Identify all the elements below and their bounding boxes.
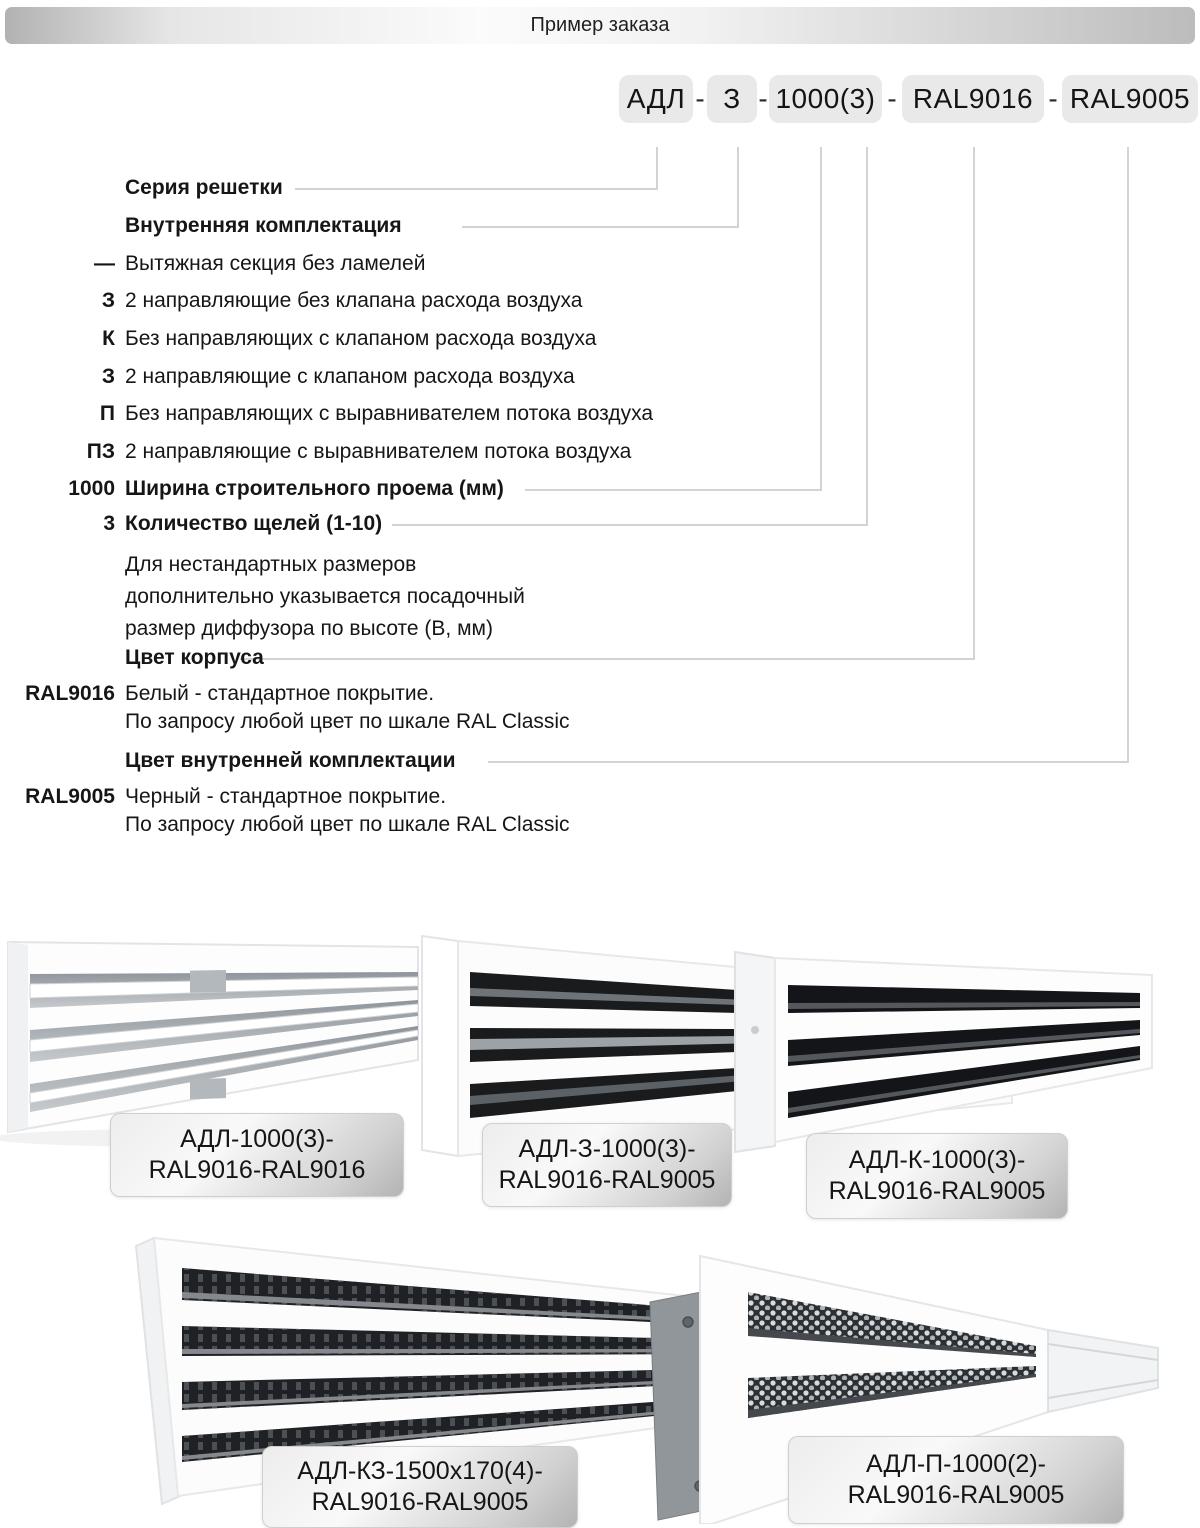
legend-body-color-header: [0, 645, 880, 671]
product-label-line1: АДЛ-КЗ-1500х170(4)-: [297, 1457, 543, 1485]
option-text: 2 направляющие с клапаном расхода воздуха: [125, 365, 575, 388]
internal-color-label: Цвет внутренней комплектации: [125, 749, 456, 772]
option-text: Без направляющих с выравнивателем потока воздуха: [125, 402, 654, 425]
option-code: З: [101, 365, 115, 388]
product-label-line1: АДЛ-1000(3)-: [180, 1125, 334, 1153]
legend-series-label: Серия решетки: [125, 176, 283, 199]
order-code-separator: -: [1048, 83, 1058, 114]
option-code: П: [99, 402, 115, 425]
internal-color-line2: По запросу любой цвет по шкале RAL Classic: [125, 813, 570, 836]
page-title: Пример заказа: [530, 14, 670, 36]
body-color-code: RAL9016: [25, 682, 115, 705]
legend-slots-row: [0, 511, 880, 537]
legend-option-row: [0, 326, 880, 352]
product-label-line1: АДЛ-П-1000(2)-: [866, 1450, 1046, 1478]
product-label-5: [788, 1436, 1124, 1524]
product-label-3: [806, 1133, 1068, 1219]
product-label-line1: АДЛ-З-1000(3)-: [518, 1135, 696, 1163]
product-photo-3: [735, 952, 1152, 1152]
legend-width-row: [0, 476, 880, 502]
option-text: Без направляющих с клапаном расхода воздуха: [125, 327, 597, 350]
order-code-box-size: 1000(3): [769, 75, 882, 123]
option-text: 2 направляющие с выравнивателем потока воздуха: [125, 440, 632, 463]
body-color-label: Цвет корпуса: [125, 646, 264, 669]
option-text: 2 направляющие без клапана расхода воздуха: [125, 289, 583, 312]
internal-color-code: RAL9005: [25, 785, 115, 808]
order-code-box-series: АДЛ: [619, 75, 693, 123]
option-code: —: [94, 252, 115, 275]
order-code-box-internal-color: RAL9005: [1062, 75, 1198, 123]
order-code-separator: -: [887, 83, 897, 114]
option-text: Вытяжная секция без ламелей: [125, 252, 426, 275]
legend-option-row: [0, 364, 880, 390]
width-code: 1000: [68, 477, 115, 500]
note-line: размер диффузора по высоте (В, мм): [125, 617, 493, 640]
legend-internal-label: Внутренняя комплектация: [125, 214, 402, 237]
product-label-line2: RAL9016-RAL9005: [828, 1177, 1046, 1205]
body-color-line1: Белый - стандартное покрытие.: [125, 682, 435, 705]
header-bar: [5, 7, 1195, 44]
order-code-separator: -: [695, 83, 705, 114]
product-label-line2: RAL9016-RAL9016: [148, 1156, 366, 1184]
legend-internal-header: [0, 213, 880, 239]
body-color-line2: По запросу любой цвет по шкале RAL Classic: [125, 710, 570, 733]
legend-series-header: [0, 175, 880, 201]
slots-code: 3: [103, 512, 115, 535]
legend-note: [0, 549, 880, 645]
product-label-line2: RAL9016-RAL9005: [498, 1166, 716, 1194]
product-label-1: [110, 1113, 404, 1197]
product-label-line2: RAL9016-RAL9005: [847, 1481, 1065, 1509]
legend-option-row: [0, 251, 880, 277]
product-label-4: [262, 1446, 578, 1528]
internal-color-line1: Черный - стандартное покрытие.: [125, 785, 447, 808]
slots-label: Количество щелей (1-10): [125, 512, 383, 535]
product-label-line1: АДЛ-К-1000(3)-: [848, 1146, 1026, 1174]
note-line: дополнительно указывается посадочный: [125, 585, 525, 608]
order-code-box-body-color: RAL9016: [902, 75, 1044, 123]
order-code-box-internal: З: [707, 75, 757, 123]
legend-option-row: [0, 288, 880, 314]
order-code-separator: -: [758, 83, 768, 114]
note-line: Для нестандартных размеров: [125, 553, 417, 576]
legend-body-color-row: [0, 680, 880, 736]
option-code: ПЗ: [86, 440, 115, 463]
product-label-2: [482, 1123, 732, 1207]
option-code: З: [101, 289, 115, 312]
legend-option-row: [0, 439, 880, 465]
option-code: К: [102, 327, 115, 350]
width-label: Ширина строительного проема (мм): [125, 477, 504, 500]
legend-internal-color-header: [0, 748, 880, 774]
product-label-line2: RAL9016-RAL9005: [311, 1488, 529, 1516]
legend-internal-color-row: [0, 783, 880, 839]
legend-option-row: [0, 401, 880, 427]
